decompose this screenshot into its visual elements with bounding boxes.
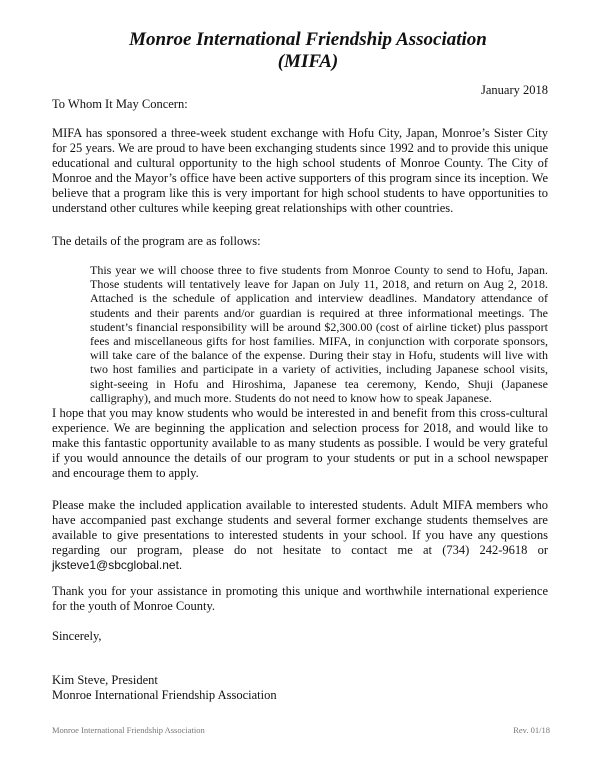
paragraph-contact bbox=[52, 498, 548, 573]
program-details-block: This year we will choose three to five students from Monroe County to send to Hofu, Japan. Those students will tentatively leave for Japan on July 11, 2018, and return on Aug 2, 2018. Attached is the schedule of application and interview deadlines. Mandatory attendance of students and their parents and/or guardian is required at three informational meetings. The student’s financial responsibility will be around $2,300.00 (cost of airline ticket) plus passport fees and miscellaneous gifts for host families. MIFA, in conjunction with corporate sponsors, will take care of the balance of the expense. During their stay in Hofu, students will live with two host families and participate in a variety of activities, including Japanese school visits, sight-seeing in Hofu and Hiroshima, Japanese tea ceremony, Kendo, Shuji (Japanese calligraphy), and much more. Students do not need to know how to speak Japanese. bbox=[90, 263, 548, 405]
footer-revision: Rev. 01/18 bbox=[513, 725, 550, 735]
footer-organization: Monroe International Friendship Association bbox=[52, 725, 205, 735]
letter-title: Monroe International Friendship Association bbox=[129, 29, 487, 50]
closing: Sincerely, bbox=[52, 629, 102, 643]
letter-date: January 2018 bbox=[481, 83, 548, 97]
paragraph-request: I hope that you may know students who would be interested in and benefit from this cross-cultural experience. We are beginning the application and selection process for 2018, and would like to make this fantastic opportunity available to as many students as possible. I would be very grateful if you would announce the details of our program to your students or put in a school newspaper and encourage them to apply. bbox=[52, 406, 548, 480]
paragraph-intro: MIFA has sponsored a three-week student exchange with Hofu City, Japan, Monroe’s Sister City for 25 years. We are proud to have been exchanging students since 1992 and to provide this unique educational and cultural opportunity to the high school students of Monroe County. The City of Monroe and the Mayor’s office have been active supporters of this program since its inception. We believe that a program like this is very important for high school students to have opportunities to understand other cultures while keeping great relationships with other countries. bbox=[52, 126, 548, 215]
contact-text: Please make the included application available to interested students. Adult MIFA members who have accompanied past exchange students and several former exchange students themselves are available to give presentations to interested students in your school. If you have any questions regarding our program, please do not hesitate to contact me at (734) 242-9618 or bbox=[52, 498, 548, 557]
signer-name: Kim Steve, President bbox=[52, 673, 158, 687]
paragraph-thanks: Thank you for your assistance in promoting this unique and worthwhile international experience for the youth of Monroe County. bbox=[52, 584, 548, 613]
salutation: To Whom It May Concern: bbox=[52, 97, 188, 111]
signer-organization: Monroe International Friendship Association bbox=[52, 688, 277, 702]
letter-subtitle: (MIFA) bbox=[277, 51, 339, 72]
paragraph-details-lead: The details of the program are as follows: bbox=[52, 234, 261, 248]
contact-email: jksteve1@sbcglobal.net. bbox=[52, 558, 183, 572]
